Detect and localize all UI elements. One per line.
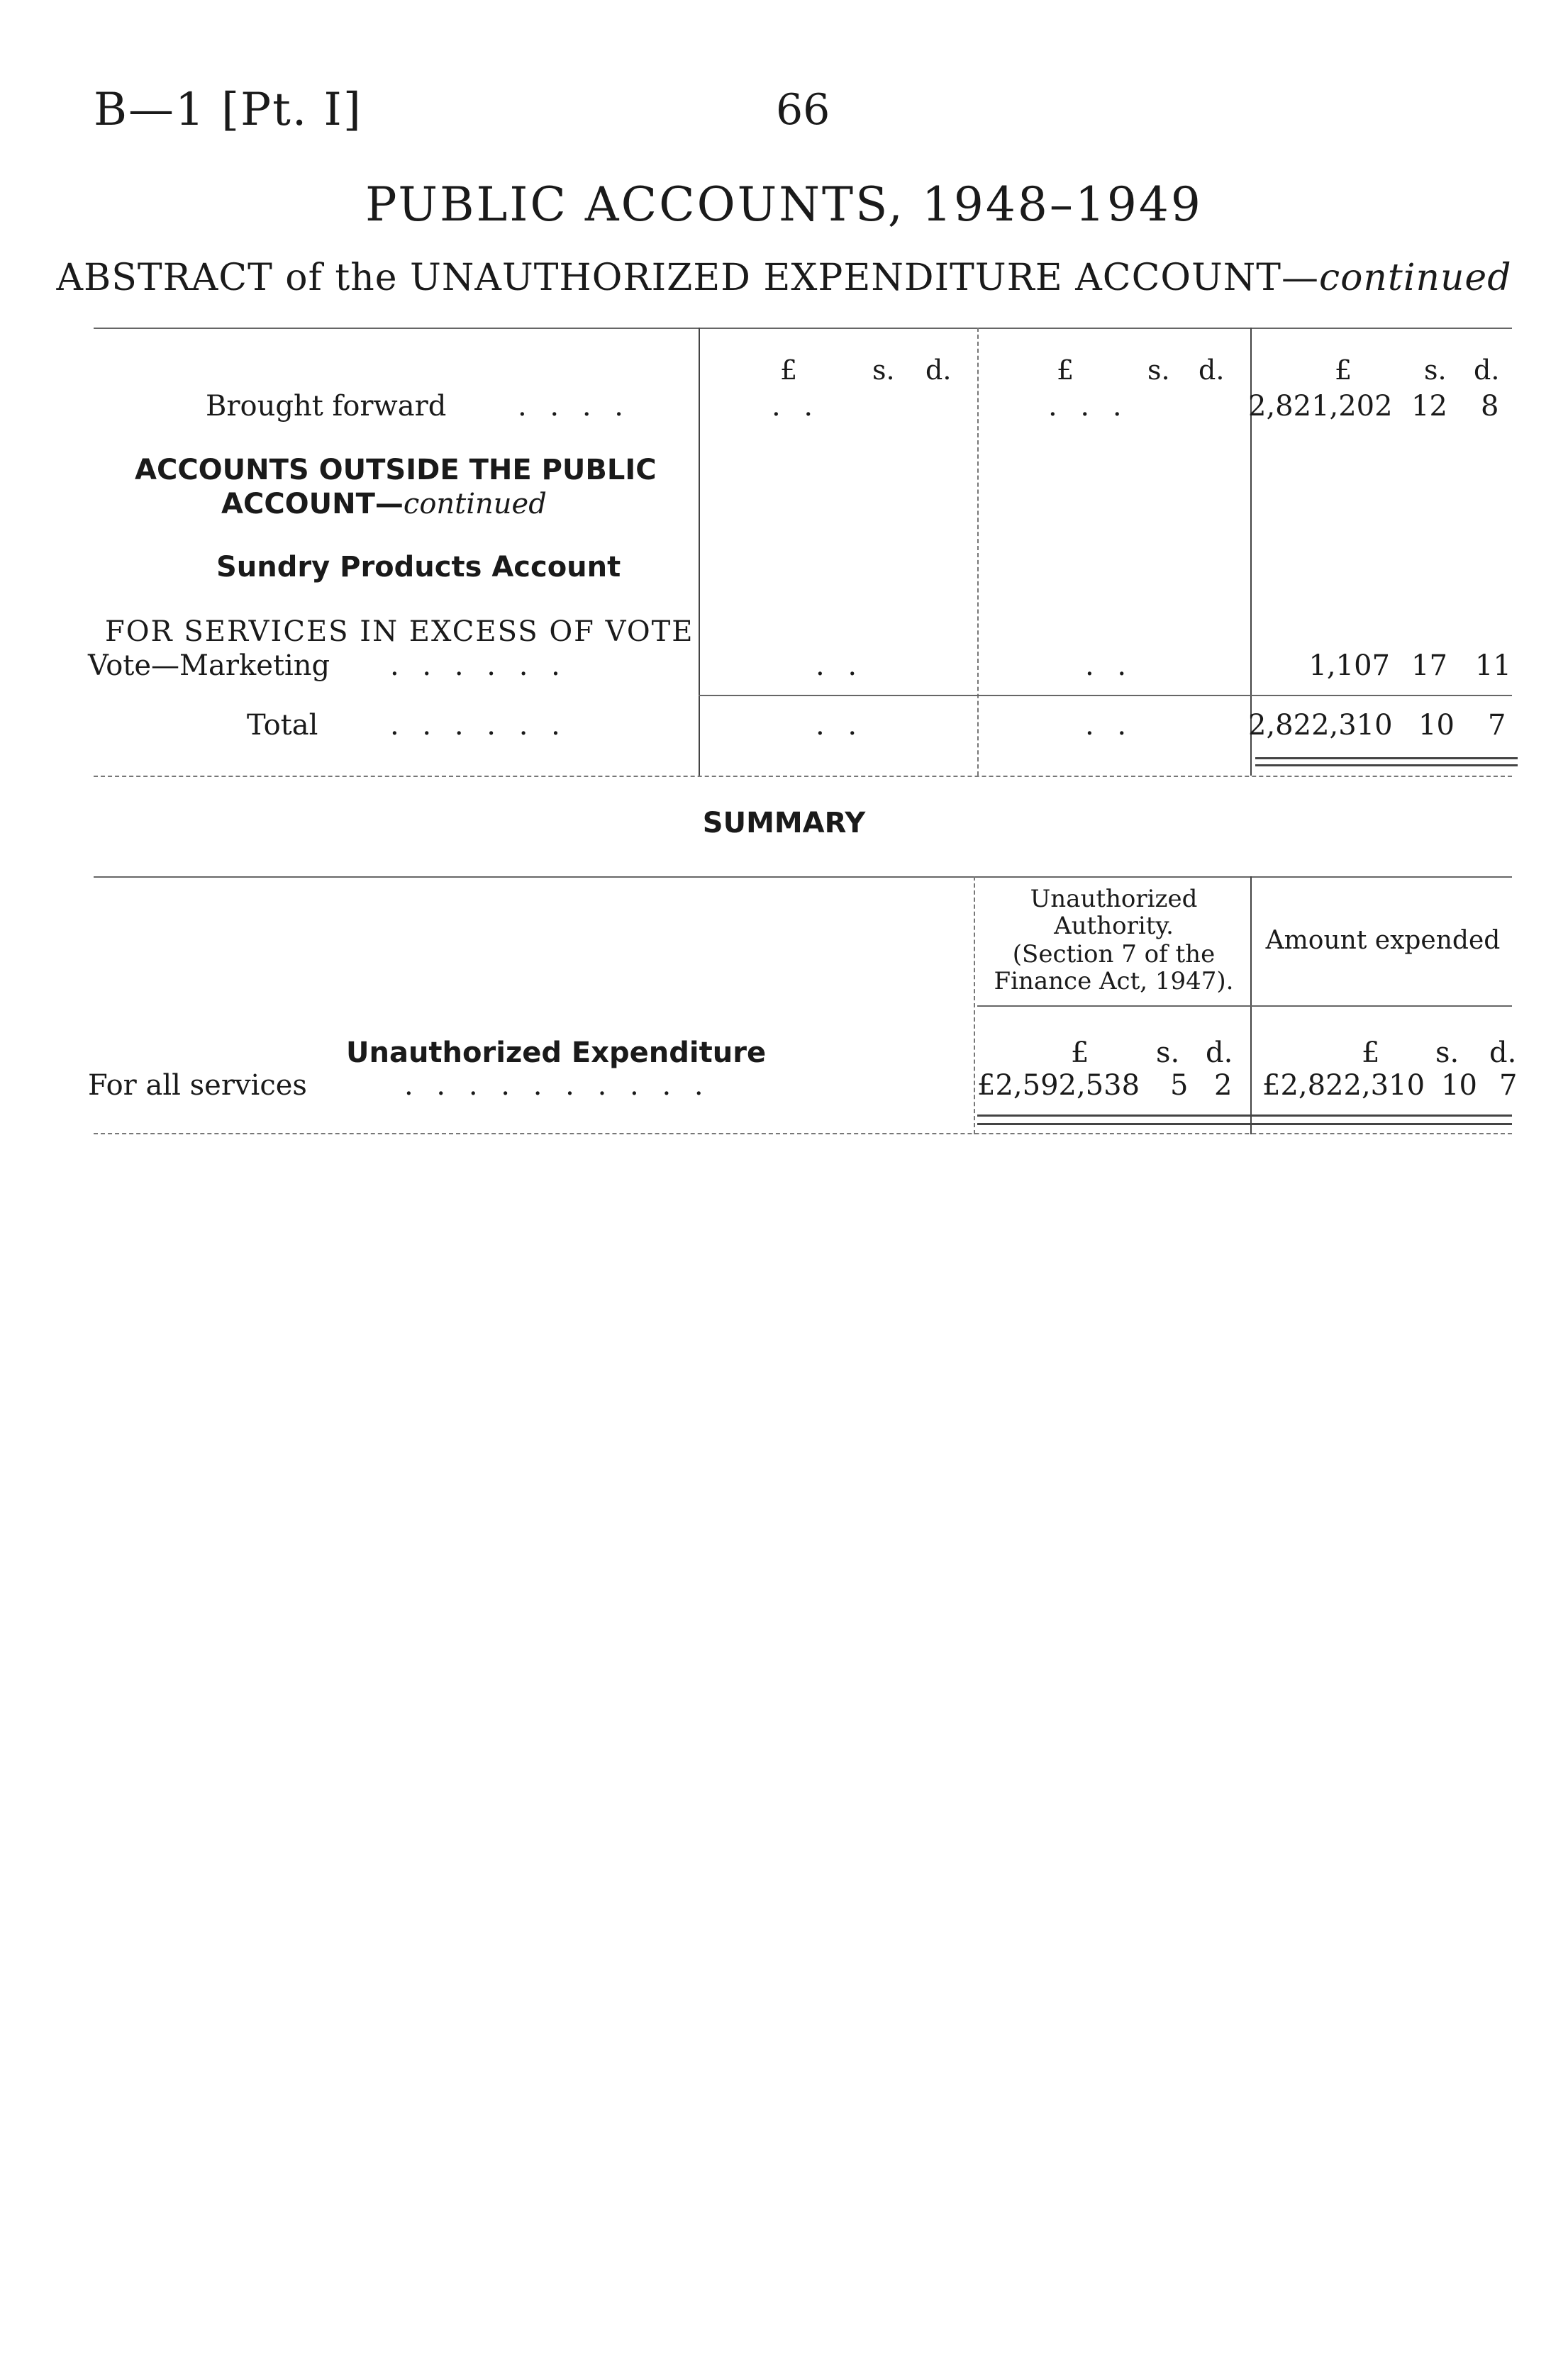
total-col2: . .	[1085, 709, 1134, 742]
brought-forward-label: Brought forward	[206, 390, 447, 423]
summary-auth-shillings-unit: s.	[1156, 1037, 1180, 1069]
col3-pence-unit: d.	[1474, 354, 1500, 386]
expended-amount-pence: 7	[1499, 1069, 1518, 1102]
total-pence: 7	[1488, 709, 1506, 742]
vote-marketing-pence: 11	[1475, 649, 1511, 682]
sundry-products-heading: Sundry Products Account	[216, 551, 621, 583]
table-bottom-rule	[94, 776, 1512, 777]
expended-amount-shillings: 10	[1441, 1069, 1477, 1102]
excess-of-vote-heading: FOR SERVICES IN EXCESS OF VOTE	[105, 615, 694, 648]
summary-exp-shillings-unit: s.	[1435, 1037, 1459, 1069]
authority-amount-pence: 2	[1214, 1069, 1233, 1102]
col1-pence-unit: d.	[925, 354, 952, 386]
total-pounds: 2,822,310	[1248, 709, 1393, 742]
summary-divider-1	[974, 876, 975, 1134]
authority-amount-pounds: £2,592,538	[977, 1069, 1140, 1102]
page-title: PUBLIC ACCOUNTS, 1948–1949	[365, 177, 1203, 232]
column-divider-2	[977, 328, 979, 776]
accounts-outside-heading-line1: ACCOUNTS OUTSIDE THE PUBLIC	[135, 454, 657, 486]
table-top-rule	[94, 328, 1512, 329]
col2-shillings-unit: s.	[1147, 354, 1170, 386]
amount-expended-head: Amount expended	[1265, 926, 1501, 955]
section-reference: B—1 [Pt. I]	[94, 84, 362, 136]
total-col1: . .	[816, 709, 864, 742]
accounts-outside-heading-line2	[221, 488, 547, 520]
summary-exp-pence-unit: d.	[1489, 1037, 1517, 1069]
total-top-rule	[699, 695, 1512, 696]
total-shillings: 10	[1418, 709, 1455, 742]
summary-exp-pounds-unit: £	[1362, 1037, 1380, 1069]
for-all-services-leader: . . . . . . . . . .	[404, 1069, 711, 1102]
page-number: 66	[776, 85, 830, 135]
brought-forward-leader: . . . .	[518, 390, 631, 423]
summary-heading: SUMMARY	[702, 807, 866, 839]
brought-forward-pounds: 2,821,202	[1248, 390, 1393, 423]
vote-marketing-label: Vote—Marketing	[88, 649, 330, 682]
page-subtitle	[0, 257, 1568, 299]
accounts-outside-heading-text: ACCOUNT—	[221, 488, 404, 520]
summary-auth-pounds-unit: £	[1071, 1037, 1089, 1069]
col1-pounds-unit: £	[780, 354, 798, 386]
vote-marketing-leader: . . . . . .	[390, 649, 567, 682]
vote-marketing-col2: . .	[1085, 649, 1134, 682]
total-leader: . . . . . .	[390, 709, 567, 742]
total-label: Total	[247, 709, 318, 742]
subtitle-continued: continued	[1319, 257, 1512, 299]
col3-pounds-unit: £	[1335, 354, 1352, 386]
col2-pence-unit: d.	[1199, 354, 1225, 386]
summary-header-rule	[977, 1005, 1512, 1007]
for-all-services-label: For all services	[88, 1069, 307, 1102]
brought-forward-shillings: 12	[1411, 390, 1447, 423]
vote-marketing-shillings: 17	[1411, 649, 1447, 682]
vote-marketing-col1: . .	[816, 649, 864, 682]
unauthorized-expenditure-heading: Unauthorized Expenditure	[346, 1037, 767, 1069]
brought-forward-col1: . .	[772, 390, 821, 423]
authority-amount-shillings: 5	[1170, 1069, 1189, 1102]
authority-head-line1: Unauthorized	[1030, 885, 1198, 913]
authority-head-line3: (Section 7 of the	[1012, 940, 1216, 968]
vote-marketing-pounds: 1,107	[1308, 649, 1390, 682]
authority-head-line4: Finance Act, 1947).	[994, 967, 1234, 995]
total-double-rule-2	[1255, 764, 1518, 766]
accounts-outside-heading-continued: continued	[403, 488, 547, 520]
col2-pounds-unit: £	[1057, 354, 1074, 386]
subtitle-main: ABSTRACT of the UNAUTHORIZED EXPENDITURE ACCOUNT—	[56, 257, 1319, 299]
summary-bottom-rule	[94, 1133, 1512, 1134]
brought-forward-pence: 8	[1481, 390, 1499, 423]
col3-shillings-unit: s.	[1424, 354, 1447, 386]
col1-shillings-unit: s.	[872, 354, 895, 386]
column-divider-1	[699, 328, 700, 776]
summary-double-rule-1	[977, 1114, 1512, 1117]
authority-head-line2: Authority.	[1054, 912, 1174, 940]
total-double-rule-1	[1255, 757, 1518, 759]
summary-double-rule-2	[977, 1123, 1512, 1125]
summary-auth-pence-unit: d.	[1206, 1037, 1233, 1069]
brought-forward-col2: . . .	[1048, 390, 1129, 423]
summary-top-rule	[94, 876, 1512, 878]
expended-amount-pounds: £2,822,310	[1262, 1069, 1425, 1102]
